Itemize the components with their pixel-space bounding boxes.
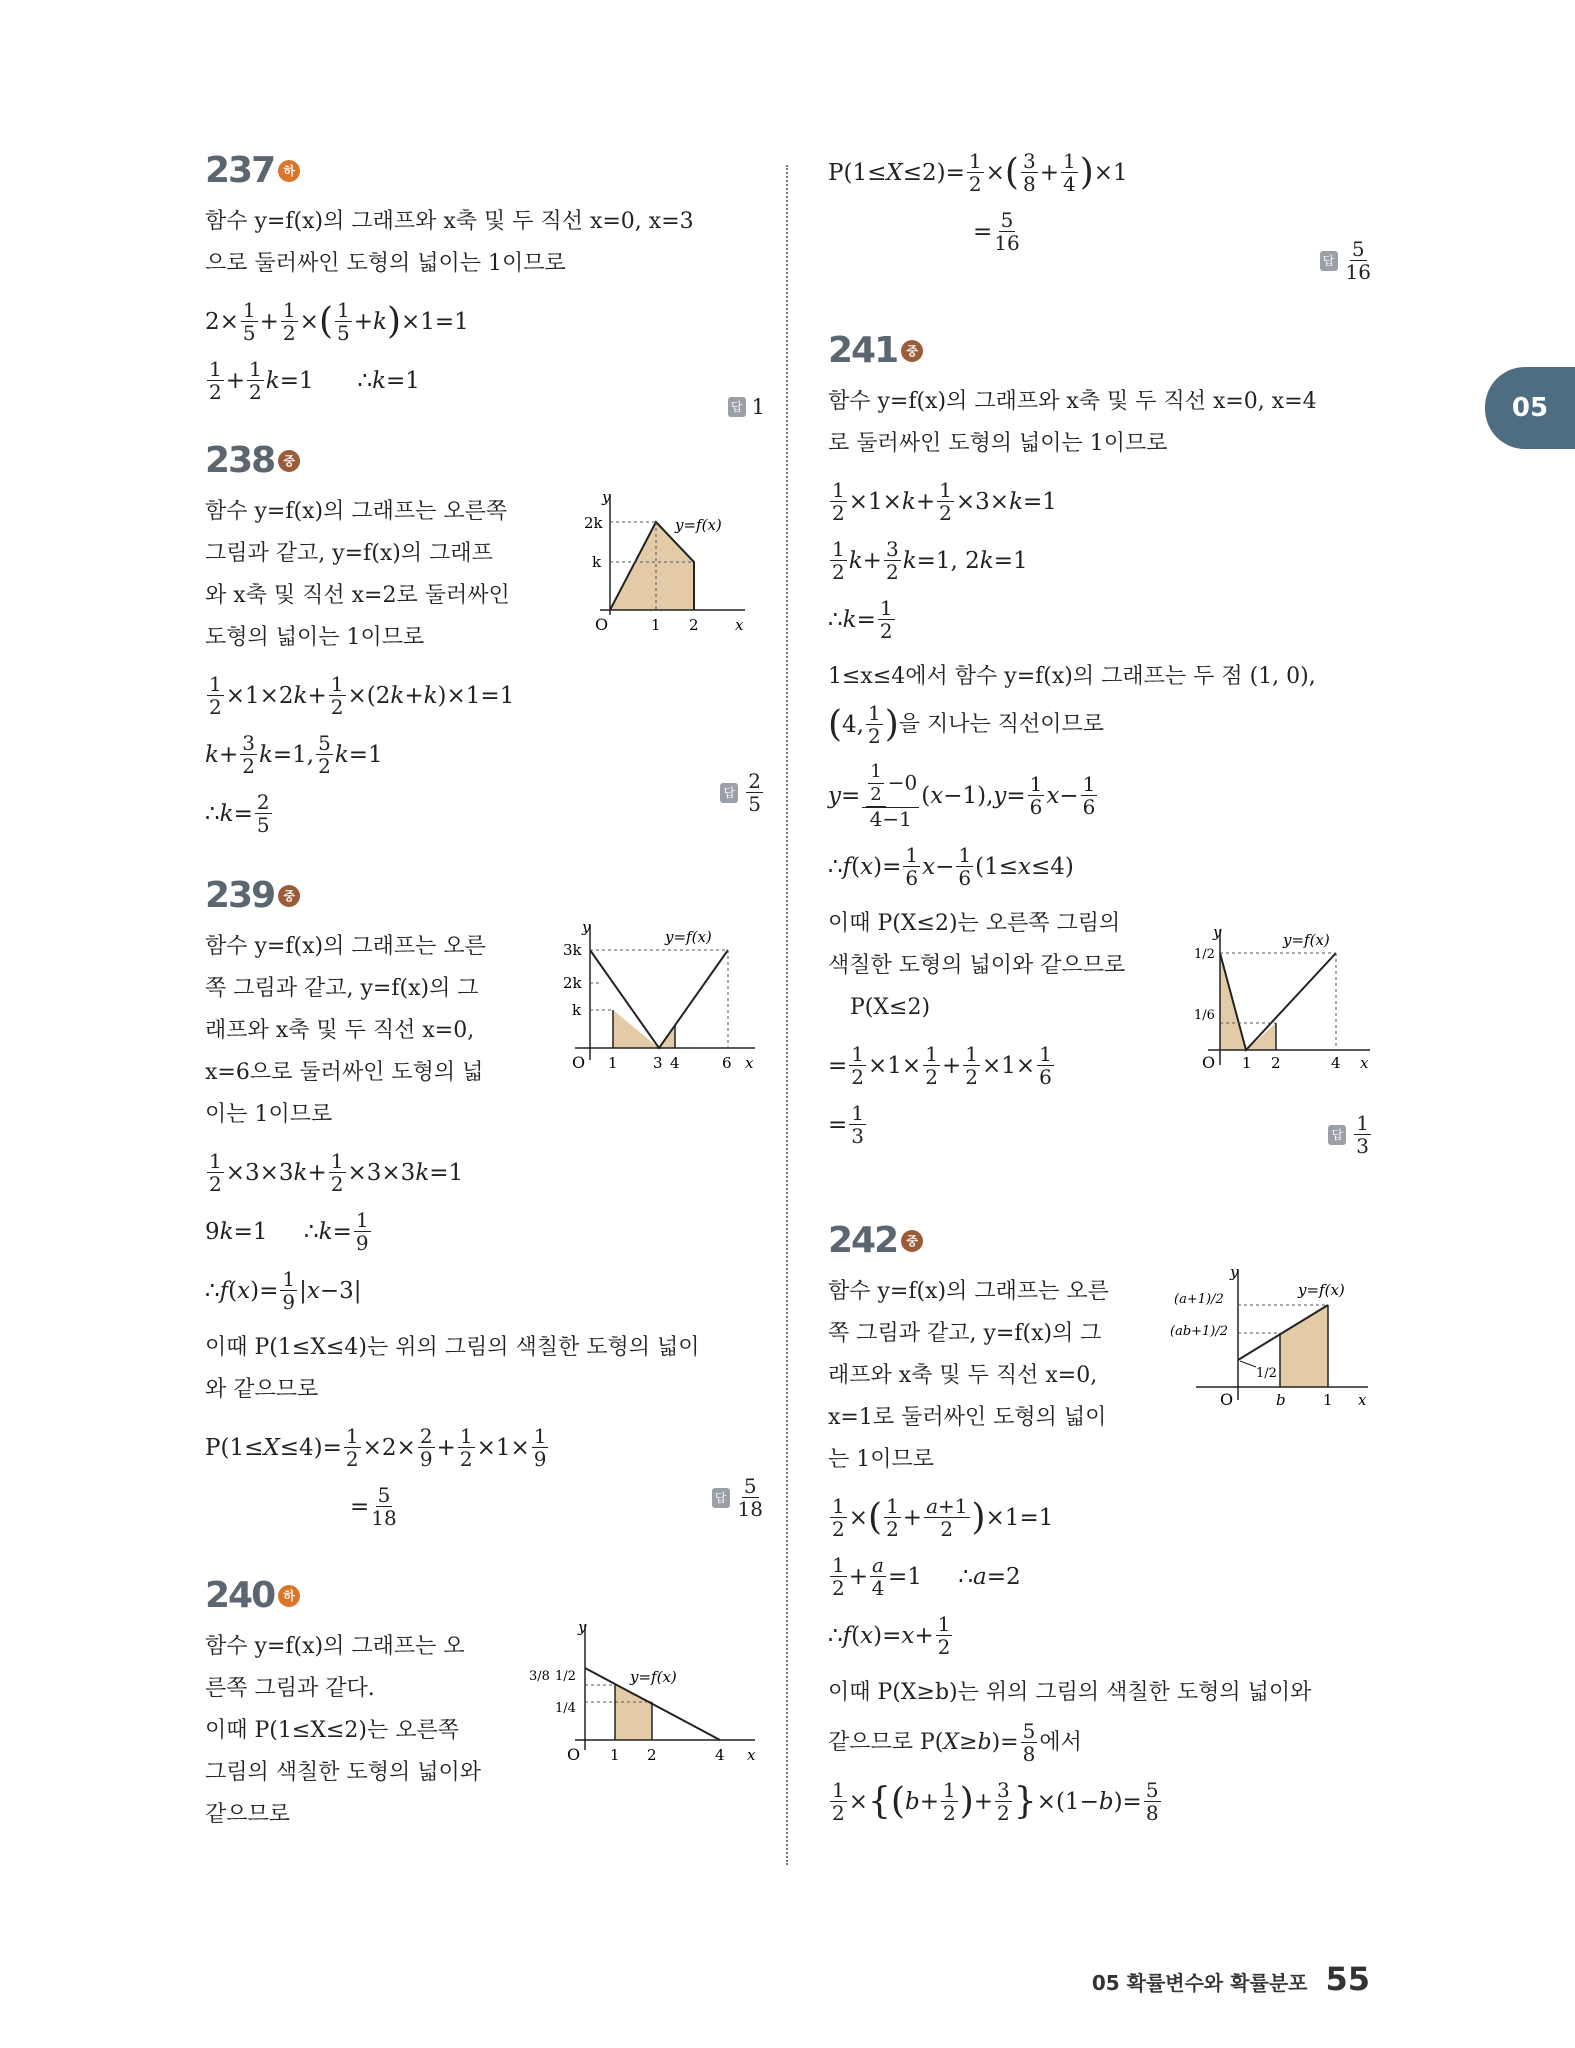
x-axis-label: x bbox=[747, 1746, 756, 1764]
y-axis-label: y bbox=[582, 920, 591, 936]
problem-number-text: 240 bbox=[205, 1575, 275, 1616]
problem-number bbox=[205, 875, 765, 916]
problem-number-text: 239 bbox=[205, 875, 275, 916]
graph-242 bbox=[1168, 1265, 1373, 1425]
x-tick: 2 bbox=[647, 1746, 657, 1764]
difficulty-badge: 중 bbox=[901, 1230, 923, 1252]
solution-text: 래프와 x축 및 두 직선 x=0, bbox=[828, 1363, 1098, 1388]
answer-tag: 답 bbox=[1328, 1125, 1346, 1145]
equation: 1 2 k + 3 2 k =1, 2 k =1 bbox=[832, 537, 1028, 584]
equation: ∴ f ( x )= x + 1 2 bbox=[828, 1612, 951, 1659]
answer-box: 답 2 5 bbox=[720, 770, 765, 815]
solution-text: 함수 y=f(x)의 그래프와 x축 및 두 직선 x=0, x=3 bbox=[205, 209, 694, 234]
equation: 같으므로 P( X ≥ b )= 5 8 에서 bbox=[828, 1719, 1082, 1766]
y-tick: k bbox=[592, 553, 602, 571]
solution-text: 로 둘러싸인 도형의 넓이는 1이므로 bbox=[828, 431, 1168, 456]
solution-text: 함수 y=f(x)의 그래프는 오른쪽 bbox=[205, 499, 508, 524]
graph-240 bbox=[525, 1620, 760, 1770]
x-axis-label: x bbox=[1360, 1054, 1369, 1072]
x-tick: 4 bbox=[715, 1746, 725, 1764]
problem-number-text: 242 bbox=[828, 1220, 898, 1261]
problem-number bbox=[205, 1575, 765, 1616]
equation: y = $\frac{1}{2}$ −0 4−1 ( x −1), y = 1 6 x − 1 6 bbox=[828, 761, 1096, 831]
answer-tag: 답 bbox=[728, 397, 746, 417]
x-tick: 1 bbox=[1323, 1391, 1333, 1409]
problem-237 bbox=[205, 150, 765, 440]
solution-text: 함수 y=f(x)의 그래프는 오른 bbox=[828, 1279, 1109, 1304]
y-tick: 1/2 bbox=[1194, 947, 1215, 962]
solution-text: x=6으로 둘러싸인 도형의 넓 bbox=[205, 1060, 484, 1085]
answer-value: 1 bbox=[751, 395, 765, 419]
equation: ∴ k = 1 2 bbox=[828, 596, 893, 643]
function-label: y=f(x) bbox=[675, 516, 722, 534]
x-tick: 4 bbox=[670, 1054, 680, 1072]
x-tick: 2 bbox=[1271, 1054, 1281, 1072]
equation: = 5 18 bbox=[350, 1483, 397, 1530]
problem-number bbox=[205, 440, 765, 481]
solution-text: 색칠한 도형의 넓이와 같으므로 bbox=[828, 953, 1126, 978]
y-axis-label: y bbox=[578, 1620, 587, 1636]
problem-number bbox=[205, 150, 765, 191]
solution-text: 그림과 같고, y=f(x)의 그래프 bbox=[205, 541, 493, 566]
difficulty-badge: 하 bbox=[278, 160, 300, 182]
y-tick: (ab+1)/2 bbox=[1170, 1324, 1229, 1339]
solution-text: 와 같으므로 bbox=[205, 1377, 319, 1402]
x-axis-label: x bbox=[735, 616, 744, 634]
equation: 1 2 × ( 1 2 + a+1 2 ) ×1=1 bbox=[832, 1494, 1054, 1541]
solution-text: 도형의 넓이는 1이므로 bbox=[205, 625, 425, 650]
graph-241 bbox=[1188, 925, 1373, 1085]
equation: k + 3 2 k =1, 5 2 k =1 bbox=[205, 731, 383, 778]
y-tick: 1/4 bbox=[555, 1701, 576, 1716]
origin-label: O bbox=[1220, 1390, 1234, 1409]
problem-number-text: 241 bbox=[828, 330, 898, 371]
solution-text: 쪽 그림과 같고, y=f(x)의 그 bbox=[205, 976, 479, 1001]
y-axis-label: y bbox=[602, 490, 611, 506]
x-axis-label: x bbox=[1358, 1391, 1367, 1409]
solution-text: 을 지나는 직선이므로 bbox=[898, 711, 1105, 737]
function-label: y=f(x) bbox=[630, 1668, 677, 1686]
equation: = 5 16 bbox=[973, 208, 1020, 255]
y-tick: (a+1)/2 bbox=[1174, 1292, 1224, 1307]
solution-text: 이때 P(1≤X≤4)는 위의 그림의 색칠한 도형의 넓이 bbox=[205, 1335, 700, 1360]
y-tick: 1/6 bbox=[1194, 1008, 1215, 1023]
problem-number bbox=[828, 1220, 1373, 1261]
solution-text: 이때 P(X≥b)는 위의 그림의 색칠한 도형의 넓이와 bbox=[828, 1680, 1312, 1705]
page-footer bbox=[1092, 1960, 1370, 1998]
origin-label: O bbox=[595, 615, 609, 634]
equation: 1 2 ×3×3 k + 1 2 ×3×3 k =1 bbox=[209, 1149, 464, 1196]
equation: 1 2 + 1 2 k =1 ∴ k =1 bbox=[209, 357, 420, 404]
difficulty-badge: 중 bbox=[278, 450, 300, 472]
solution-text: 이때 P(X≤2)는 오른쪽 그림의 bbox=[828, 911, 1121, 936]
difficulty-badge: 하 bbox=[278, 1585, 300, 1607]
difficulty-badge: 중 bbox=[278, 885, 300, 907]
y-tick: k bbox=[572, 1001, 582, 1019]
solution-text: 이는 1이므로 bbox=[205, 1102, 333, 1127]
right-column bbox=[828, 150, 1373, 1838]
solution-text: 으로 둘러싸인 도형의 넓이는 1이므로 bbox=[205, 251, 566, 276]
solution-text: 래프와 x축 및 두 직선 x=0, bbox=[205, 1018, 475, 1043]
x-tick: 1 bbox=[1242, 1054, 1252, 1072]
y-tick: 3k bbox=[563, 941, 582, 959]
graph-239 bbox=[550, 920, 760, 1080]
y-tick: 2k bbox=[563, 974, 582, 992]
equation: 1 2 × { ( b + 1 2 ) + 3 2 } ×(1− b )= 5 8 bbox=[832, 1778, 1159, 1825]
y-tick: 1/2 bbox=[1256, 1366, 1277, 1381]
problem-242 bbox=[828, 1220, 1373, 1824]
solution-text: 와 x축 및 직선 x=2로 둘러싸인 bbox=[205, 583, 510, 608]
footer-section-title: 05 확률변수와 확률분포 bbox=[1091, 1971, 1308, 1995]
equation: 1 2 ×1×2 k + 1 2 ×(2 k + k )×1=1 bbox=[209, 672, 515, 719]
answer-box bbox=[728, 395, 765, 419]
solution-text: 함수 y=f(x)의 그래프는 오 bbox=[205, 1634, 465, 1659]
problem-number bbox=[828, 330, 1373, 371]
answer-box: 답 5 16 bbox=[1320, 238, 1373, 283]
equation: ( 4, 1 2 ) 을 지나는 직선이므로 bbox=[828, 701, 1105, 748]
answer-box: 답 5 18 bbox=[712, 1475, 765, 1520]
x-tick: 1 bbox=[610, 1746, 620, 1764]
y-axis-label: y bbox=[1213, 925, 1222, 941]
origin-label: O bbox=[567, 1745, 581, 1764]
chapter-tab bbox=[1485, 367, 1575, 449]
function-label: y=f(x) bbox=[1298, 1281, 1345, 1299]
column-divider bbox=[786, 165, 788, 1865]
difficulty-badge: 중 bbox=[901, 340, 923, 362]
function-label: y=f(x) bbox=[1283, 931, 1330, 949]
origin-label: O bbox=[1202, 1053, 1216, 1072]
equation: ∴ k = 2 5 bbox=[205, 790, 270, 837]
equation: P(1≤ X ≤2)= 1 2 × ( 3 8 + 1 4 ) ×1 bbox=[828, 149, 1128, 196]
solution-text: 쪽 그림과 같고, y=f(x)의 그 bbox=[828, 1321, 1102, 1346]
equation: = 1 2 ×1× 1 2 + 1 2 ×1× 1 6 bbox=[828, 1042, 1052, 1089]
answer-tag: 답 bbox=[1320, 251, 1338, 271]
problem-number-text: 238 bbox=[205, 440, 275, 481]
x-tick: 3 bbox=[653, 1054, 663, 1072]
equation: ∴ f ( x )= 1 6 x − 1 6 (1≤ x ≤4) bbox=[828, 843, 1074, 890]
problem-number-text: 237 bbox=[205, 150, 275, 191]
equation: 2× 1 5 + 1 2 × ( 1 5 + k ) ×1=1 bbox=[205, 298, 469, 345]
equation: P(1≤ X ≤4)= 1 2 ×2× 2 9 + 1 2 ×1× 1 9 bbox=[205, 1424, 547, 1471]
solution-text: 른쪽 그림과 같다. bbox=[205, 1676, 375, 1701]
solution-text: P(X≤2) bbox=[850, 995, 931, 1020]
y-tick: 2k bbox=[584, 514, 603, 532]
x-tick: 4 bbox=[1331, 1054, 1341, 1072]
problem-241 bbox=[828, 330, 1373, 1220]
y-tick: 1/2 bbox=[555, 1669, 576, 1684]
y-axis-label: y bbox=[1230, 1265, 1239, 1281]
left-column bbox=[205, 150, 765, 1836]
problem-240-continued bbox=[828, 150, 1373, 330]
solution-text: 함수 y=f(x)의 그래프와 x축 및 두 직선 x=0, x=4 bbox=[828, 389, 1317, 414]
x-tick: 1 bbox=[608, 1054, 618, 1072]
solution-text: 그림의 색칠한 도형의 넓이와 bbox=[205, 1760, 482, 1785]
answer-tag: 답 bbox=[712, 1488, 730, 1508]
graph-238 bbox=[570, 490, 750, 640]
solution-text: x=1로 둘러싸인 도형의 넓이 bbox=[828, 1405, 1107, 1430]
equation: 1 2 ×1× k + 1 2 ×3× k =1 bbox=[832, 478, 1057, 525]
answer-box: 답 1 3 bbox=[1328, 1112, 1373, 1157]
answer-tag: 답 bbox=[720, 783, 738, 803]
solution-text: 함수 y=f(x)의 그래프는 오른 bbox=[205, 934, 486, 959]
x-axis-label: x bbox=[745, 1054, 754, 1072]
x-tick: 6 bbox=[722, 1054, 732, 1072]
problem-239 bbox=[205, 875, 765, 1575]
problem-238 bbox=[205, 440, 765, 875]
equation: ∴ f ( x )= 1 9 | x −3| bbox=[205, 1267, 362, 1314]
x-tick: 1 bbox=[651, 616, 661, 634]
solution-text: 는 1이므로 bbox=[828, 1447, 934, 1472]
origin-label: O bbox=[572, 1053, 586, 1072]
chapter-tab-label: 05 bbox=[1511, 393, 1549, 423]
solution-text: 이때 P(1≤X≤2)는 오른쪽 bbox=[205, 1718, 459, 1743]
x-tick: b bbox=[1276, 1391, 1286, 1409]
x-tick: 2 bbox=[689, 616, 699, 634]
problem-240 bbox=[205, 1575, 765, 1836]
y-tick: 3/8 bbox=[529, 1669, 550, 1684]
equation: = 1 3 bbox=[828, 1101, 865, 1148]
solution-text: 1≤x≤4에서 함수 y=f(x)의 그래프는 두 점 (1, 0), bbox=[828, 664, 1316, 689]
page-number: 55 bbox=[1325, 1960, 1370, 1998]
equation: 9 k =1 ∴ k = 1 9 bbox=[205, 1208, 369, 1255]
function-label: y=f(x) bbox=[665, 928, 712, 946]
equation: 1 2 + a 4 =1 ∴ a =2 bbox=[832, 1553, 1021, 1600]
solution-text: 같으므로 bbox=[205, 1802, 291, 1827]
